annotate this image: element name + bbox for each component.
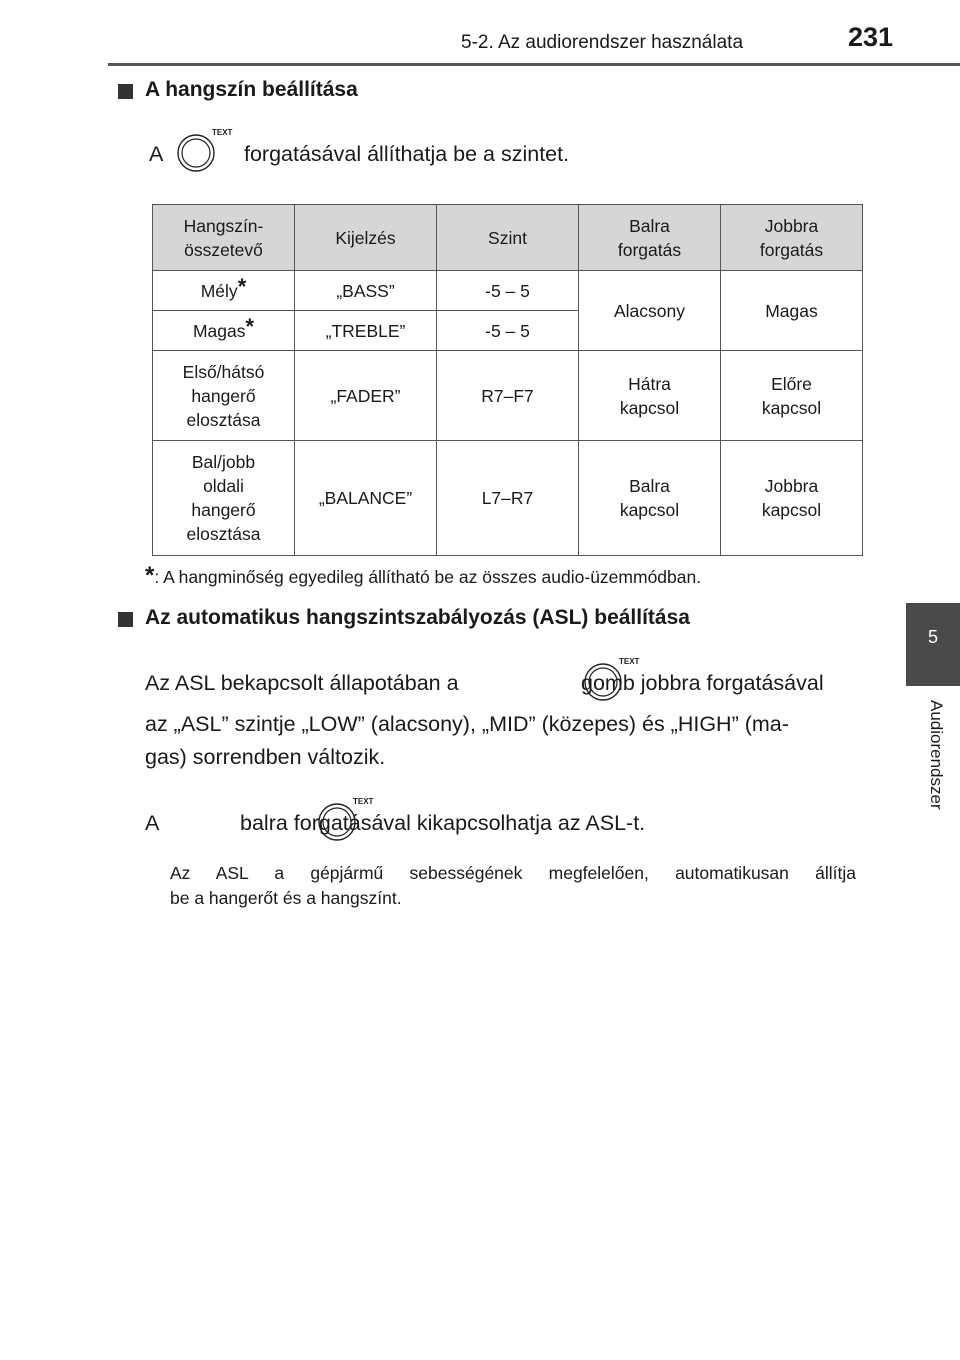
table-cell: -5 – 5: [437, 311, 579, 351]
svg-text:TEXT: TEXT: [352, 797, 374, 806]
asl-note-line2: be a hangerőt és a hangszínt.: [170, 888, 402, 908]
table-cell: R7–F7: [437, 351, 579, 441]
svg-text:TEXT: TEXT: [619, 657, 640, 666]
section-bullet-icon: [118, 84, 133, 99]
header-right: Jobbra forgatás: [721, 205, 863, 271]
header-divider: [108, 63, 960, 66]
intro-suffix: forgatásával állíthatja be a szintet.: [244, 142, 570, 166]
header-left: Balra forgatás: [579, 205, 721, 271]
header-component: Hangszín- összetevő: [153, 205, 295, 271]
asl-off-prefix: A: [145, 811, 160, 835]
tone-settings-table: [152, 204, 863, 556]
table-cell: Hátra kapcsol: [579, 351, 721, 441]
svg-text:TEXT: TEXT: [212, 128, 233, 137]
table-footnote: *: A hangminőség egyedileg állítható be az összes audio-üzemmódban.: [145, 562, 702, 589]
asl-line1-prefix: Az ASL bekapcsolt állapotában a: [145, 671, 459, 695]
table-cell: Magas: [721, 271, 863, 351]
page-number: 231: [848, 22, 894, 52]
table-cell: „BALANCE”: [295, 441, 437, 556]
table-cell: Magas*: [153, 311, 295, 351]
section-bullet-icon: [118, 612, 133, 627]
chapter-label: Audiorendszer: [927, 700, 946, 810]
table-row: [153, 441, 863, 556]
table-row: [153, 271, 863, 311]
table-cell: Mély*: [153, 271, 295, 311]
text-knob-icon: [172, 126, 240, 176]
header-level: Szint: [437, 205, 579, 271]
table-cell: Előre kapcsol: [721, 351, 863, 441]
asl-line1-suffix: gomb jobbra forgatásával: [581, 671, 824, 695]
table-cell: „TREBLE”: [295, 311, 437, 351]
asl-off-suffix: balra forgatásával kikapcsolhatja az ASL-t.: [240, 811, 646, 835]
table-cell: Első/hátsó hangerő elosztása: [153, 351, 295, 441]
table-cell: „BASS”: [295, 271, 437, 311]
asl-line3: gas) sorrendben változik.: [145, 745, 386, 769]
table-cell: -5 – 5: [437, 271, 579, 311]
section-heading: Az automatikus hangszintszabályozás (ASL) beállítása: [145, 606, 690, 629]
table-cell: L7–R7: [437, 441, 579, 556]
asl-line2: az „ASL” szintje „LOW” (alacsony), „MID” (közepes) és „HIGH” (ma-: [145, 712, 789, 736]
intro-prefix: A: [149, 142, 164, 166]
section-title: 5-2. Az audiorendszer használata: [461, 32, 744, 53]
table-cell: Balra kapcsol: [579, 441, 721, 556]
header-display: Kijelzés: [295, 205, 437, 271]
table-row: [153, 351, 863, 441]
table-cell: Jobbra kapcsol: [721, 441, 863, 556]
table-cell: „FADER”: [295, 351, 437, 441]
chapter-number: 5: [927, 627, 938, 647]
table-header-row: [153, 205, 863, 271]
table-cell: Bal/jobb oldali hangerő elosztása: [153, 441, 295, 556]
table-cell: Alacsony: [579, 271, 721, 351]
asl-note-line1: Az ASL a gépjármű sebességének megfelelően, automatikusan állítja: [170, 863, 856, 883]
section-heading: A hangszín beállítása: [145, 78, 358, 101]
